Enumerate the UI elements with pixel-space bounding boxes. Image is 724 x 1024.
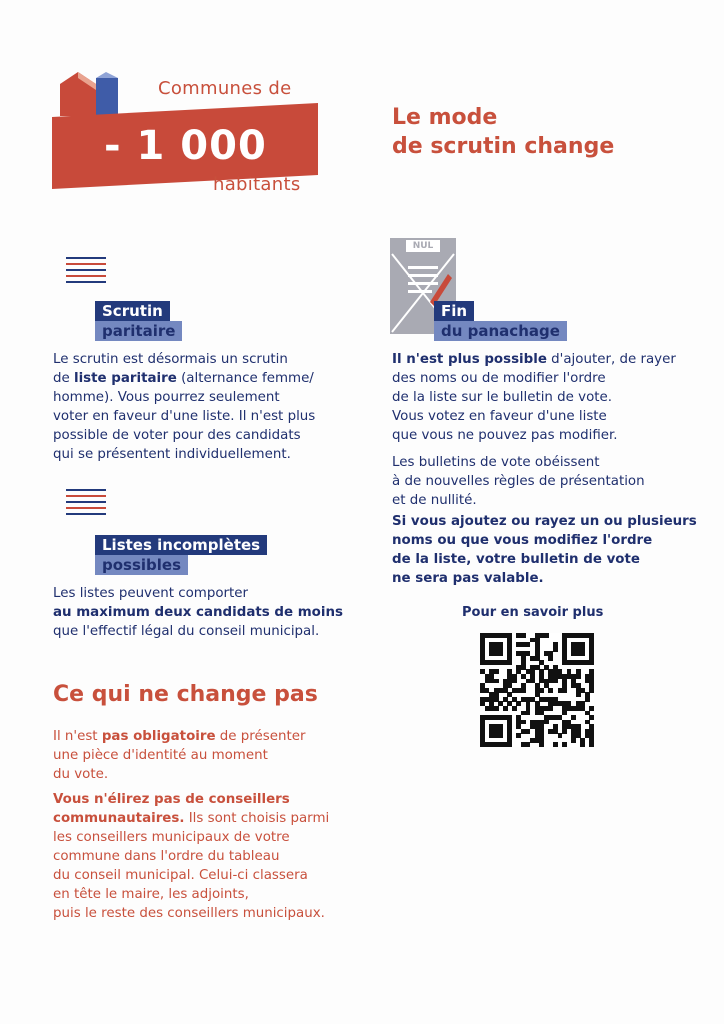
house-logo-icon [56,70,126,116]
tag-fin-panachage: Fin du panachage [434,301,567,341]
unchanged-text-1: Il n'est pas obligatoire de présenter une pièce d'identité au moment du vote. [53,729,306,782]
stripes-icon [66,257,106,287]
panachage-warning: Si vous ajoutez ou rayez un ou plusieurs noms ou que vous modifiez l'ordre de la liste, votre bulletin de vote ne sera pas valable. [392,514,697,586]
incompletes-text: Les listes peuvent comporter au maximum deux candidats de moins que l'effectif légal du conseil municipal. [53,586,343,639]
header-number: - 1 000 [103,123,267,169]
stripes-icon [66,489,106,519]
page-title: Le mode de scrutin change [392,105,615,159]
panachage-text-1: Il n'est plus possible d'ajouter, de rayer des noms ou de modifier l'ordre de la liste sur le bulletin de vote. Vous votez en faveur d'une liste que vous ne pouvez pas modifier. [392,352,676,443]
header-small-top: Communes de [158,78,292,99]
header-small-bottom: habitants [213,174,301,195]
ballot-nul-icon: NUL [390,238,456,334]
unchanged-title: Ce qui ne change pas [53,682,318,707]
unchanged-text-2: Vous n'élirez pas de conseillers communautaires. Ils sont choisis parmi les conseillers municipaux de votre commune dans l'ordre du tableau du conseil municipal. Celui-ci classera en tête le maire, les adjoints, puis le reste des conseillers municipaux. [53,792,330,921]
tag-listes-incompletes: Listes incomplètes possibles [95,535,267,575]
qr-code-icon[interactable] [480,633,594,747]
paritaire-text: Le scrutin est désormais un scrutin de liste paritaire (alternance femme/ homme). Vous pourrez seulement voter en faveur d'une liste. Il n'est plus possible de voter pour des candidats qui se présentent individuellement. [53,352,316,462]
more-info-label: Pour en savoir plus [462,605,604,620]
panachage-text-2: Les bulletins de vote obéissent à de nouvelles règles de présentation et de nullité. [392,455,645,508]
tag-scrutin-paritaire: Scrutin paritaire [95,301,182,341]
